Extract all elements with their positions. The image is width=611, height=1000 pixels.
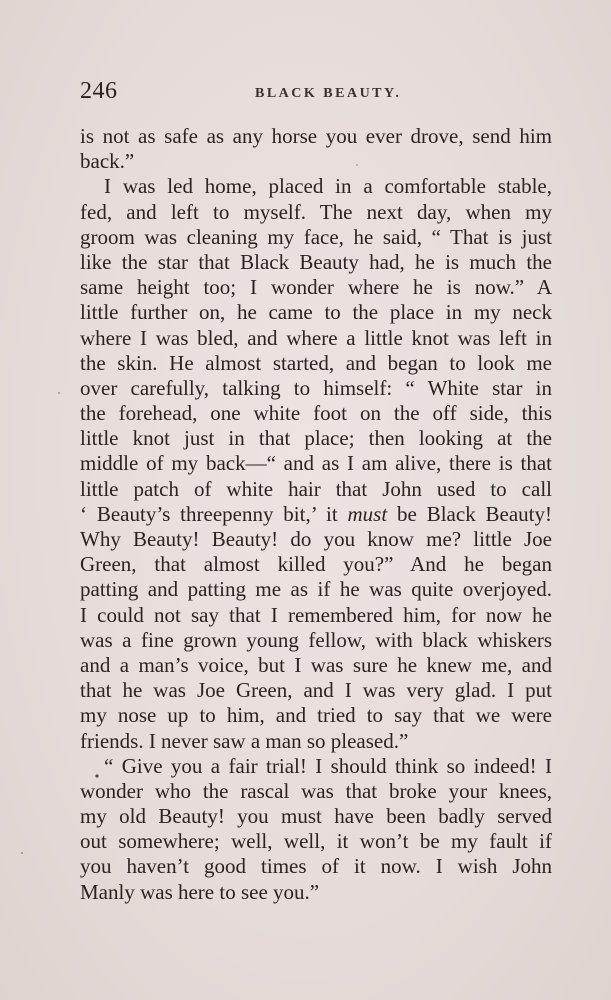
- text-line: was a fine grown young fellow, with black whiskers: [80, 627, 552, 652]
- ink-speck: [21, 852, 23, 854]
- text-line: middle of my back—“ and as I am alive, there is that: [80, 451, 552, 476]
- paragraph-first-line: I was led home, placed in a comfortable stable,: [104, 174, 552, 199]
- text-line: Manly was here to see you.”: [80, 879, 320, 904]
- text-line: friends. I never saw a man so pleased.”: [80, 728, 409, 753]
- text-line: fed, and left to myself. The next day, when my: [80, 199, 552, 224]
- ink-speck: [58, 392, 60, 394]
- text-line: Green, that almost killed you?” And he began: [80, 552, 552, 577]
- text-line: like the star that Black Beauty had, he is much the: [80, 249, 552, 274]
- text-segment: ‘ Beauty’s threepenny bit,’ it: [80, 501, 338, 526]
- page-number: 246: [80, 78, 118, 104]
- text-line: out somewhere; well, well, it won’t be my fault if: [80, 829, 552, 854]
- running-head: BLACK BEAUTY.: [255, 86, 402, 101]
- text-line: you haven’t good times of it now. I wish John: [80, 854, 552, 879]
- text-line: is not as safe as any horse you ever drove, send him: [80, 124, 552, 148]
- ink-speck: [95, 774, 98, 777]
- text-line: little further on, he came to the place in my neck: [80, 300, 552, 325]
- italic-word: must: [347, 501, 388, 526]
- paragraph-first-line: “ Give you a fair trial! I should think so indeed! I: [104, 753, 552, 778]
- ink-speck: [356, 164, 358, 166]
- text-line: wonder who the rascal was that broke your knees,: [80, 778, 552, 803]
- text-line: the skin. He almost started, and began to look me: [80, 350, 552, 375]
- text-line: same height too; I wonder where he is now.” A: [80, 275, 552, 300]
- text-line: groom was cleaning my face, he said, “ That is just: [80, 224, 552, 249]
- text-line: over carefully, talking to himself: “ White star in: [80, 375, 552, 400]
- text-line: my old Beauty! you must have been badly served: [80, 804, 552, 829]
- text-segment: be Black Beauty!: [397, 501, 553, 526]
- text-line: and a man’s voice, but I was sure he knew me, and: [80, 652, 552, 677]
- text-line: where I was bled, and where a little knot was left in: [80, 325, 552, 350]
- text-line: Why Beauty! Beauty! do you know me? little Joe: [80, 527, 552, 551]
- text-line: little patch of white hair that John used to call: [80, 476, 552, 501]
- text-line: I could not say that I remembered him, for now he: [80, 602, 552, 627]
- text-line: that he was Joe Green, and I was very glad. I put: [80, 678, 552, 703]
- text-line: back.”: [80, 149, 135, 174]
- text-line: the forehead, one white foot on the off side, this: [80, 401, 552, 426]
- text-line: little knot just in that place; then looking at the: [80, 426, 552, 451]
- text-line: patting and patting me as if he was quite overjoyed.: [80, 577, 552, 602]
- text-line: my nose up to him, and tried to say that we were: [80, 703, 552, 728]
